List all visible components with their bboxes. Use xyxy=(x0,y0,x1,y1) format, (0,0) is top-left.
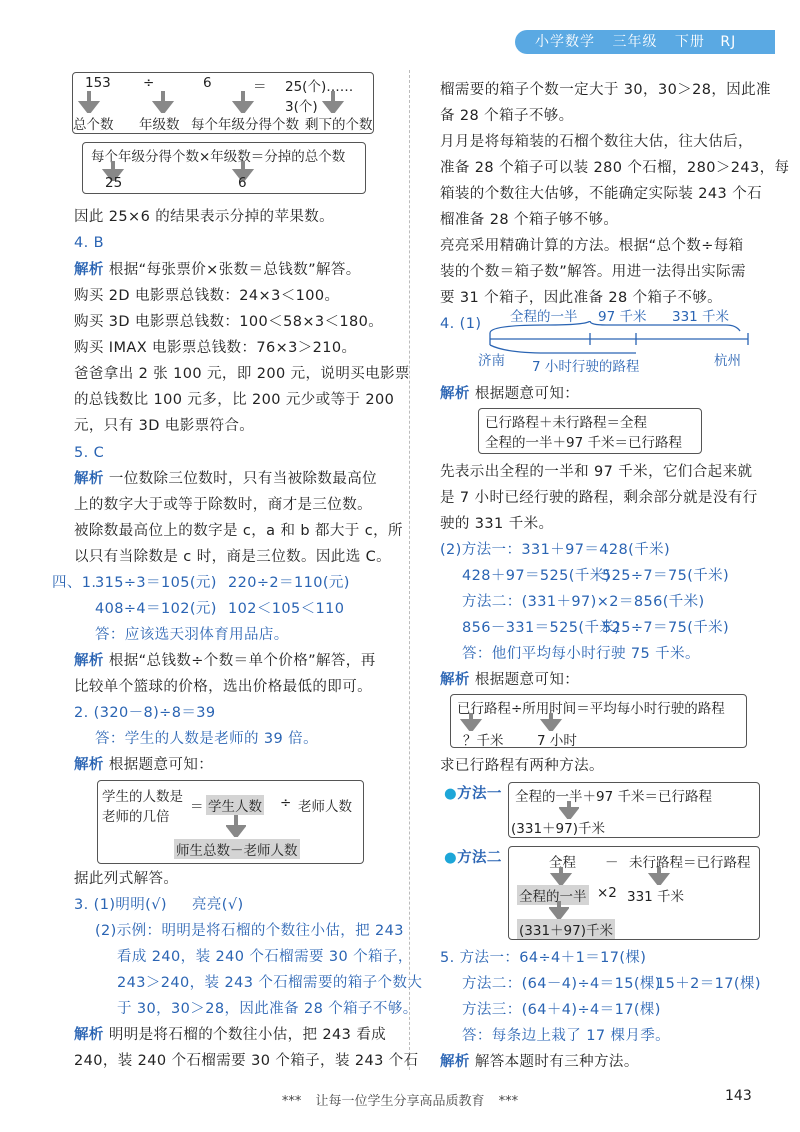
text-line: 爸爸拿出 2 张 100 元，即 200 元，说明买电影票 xyxy=(74,366,410,382)
answer-line: 答：每条边上栽了 17 棵月季。 xyxy=(462,1028,671,1044)
text-line: 上的数字大于或等于除数时，商才是三位数。 xyxy=(74,497,372,513)
calc-line: 方法二：(331＋97)×2＝856(千米) xyxy=(462,594,705,610)
method-label: 方法一 xyxy=(457,786,502,802)
diagram2-arrows xyxy=(83,161,365,181)
answer-line: 3. (1)明明(√) xyxy=(74,897,167,913)
text-line: 购买 IMAX 电影票总钱数：76×3＞210。 xyxy=(74,340,357,356)
division-diagram xyxy=(72,72,374,134)
eq-dividend: 153 xyxy=(85,75,111,91)
calc-line: 408÷4＝102(元) xyxy=(95,601,217,617)
calc-line: 方法三：(64＋4)÷4＝17(棵) xyxy=(462,1002,661,1018)
box-line: ×2 xyxy=(597,885,617,901)
label-remaining: 剩下的个数 xyxy=(305,117,373,133)
box-line: 331 千米 xyxy=(627,889,685,905)
down-arrow-icon xyxy=(226,815,246,837)
calc-line: 方法二：(64－4)÷4＝15(棵) xyxy=(462,976,661,992)
text-line: 驶的 331 千米。 xyxy=(440,516,554,532)
box-line: 全程 xyxy=(549,855,576,871)
multiplication-diagram xyxy=(82,142,366,194)
answer-line: 看成 240，装 240 个石榴需要 30 个箱子， xyxy=(117,949,413,965)
diagram-divide: ÷ xyxy=(280,795,292,811)
text-line: 240，装 240 个石榴需要 30 个箱子，装 243 个石 xyxy=(74,1053,419,1069)
diagram-text: 老师的几倍 xyxy=(102,809,170,825)
label-total: 总个数 xyxy=(73,117,114,133)
answer-4: 4. B xyxy=(74,235,104,251)
box-value: 7 小时 xyxy=(537,733,577,749)
text-line: 根据“每张票价×张数＝总钱数”解答。 xyxy=(108,262,361,278)
label-grades: 年级数 xyxy=(139,117,180,133)
calc-line: 15＋2＝17(棵) xyxy=(656,976,761,992)
calc-line: 856－331＝525(千米) xyxy=(462,620,621,636)
header-edition: RJ xyxy=(720,34,737,50)
answer-line: 答：他们平均每小时行驶 75 千米。 xyxy=(462,646,700,662)
eq-result: 25(个)……3(个) xyxy=(285,79,354,115)
method-1-label-wrap: ●方法一 xyxy=(444,786,502,802)
answer-line: 答：应该选天羽体育用品店。 xyxy=(95,627,289,643)
answer-line: 亮亮(√) xyxy=(192,897,244,913)
text-line: 解答本题时有三种方法。 xyxy=(474,1054,639,1070)
diagram-text: 老师人数 xyxy=(298,799,352,815)
segment-label: 331 千米 xyxy=(672,309,730,325)
city-label: 济南 xyxy=(478,353,505,369)
segment-label: 7 小时行驶的路程 xyxy=(532,359,640,375)
value-6: 6 xyxy=(238,175,247,191)
answer-5: 5. C xyxy=(74,445,105,461)
footer-stars: *** xyxy=(498,1094,519,1109)
text-line: 的总钱数比 100 元多，比 200 元少或等于 200 xyxy=(74,392,395,408)
text-line: 先表示出全程的一半和 97 千米，它们合起来就 xyxy=(440,464,753,480)
diagram-equals: ＝ xyxy=(190,799,204,815)
calc-line: 315÷3＝105(元) xyxy=(95,575,217,591)
text-line: 被除数最高位上的数字是 c，a 和 b 都大于 c，所 xyxy=(74,523,403,539)
box-value: ？千米 xyxy=(463,733,504,749)
relation-box xyxy=(478,408,702,454)
analysis-tag: 解析 xyxy=(440,672,470,688)
question-label: 4. (1) xyxy=(440,316,482,332)
text-line: 箱装的个数往大估够，不能确定实际装 243 个石 xyxy=(440,186,762,202)
box-line: － xyxy=(605,855,619,871)
calc-line: 428＋97＝525(千米) xyxy=(462,568,611,584)
eq-equals: ＝ xyxy=(253,79,267,95)
answer-line: (2)示例：明明是将石榴的个数往小估，把 243 xyxy=(95,923,404,939)
text-line: 亮亮采用精确计算的方法。根据“总个数÷每箱 xyxy=(440,238,744,254)
text-line: 购买 3D 电影票总钱数：100＜58×3＜180。 xyxy=(74,314,384,330)
city-label: 杭州 xyxy=(714,353,741,369)
footer-stars: *** xyxy=(281,1094,302,1109)
header-term: 下册 xyxy=(674,34,705,50)
text-line: 榴需要的箱子个数一定大于 30，30＞28，因此准 xyxy=(440,82,771,98)
analysis-tag: 解析 xyxy=(74,471,104,487)
analysis-tag: 解析 xyxy=(440,1054,470,1070)
calc-line: (2)方法一：331＋97＝428(千米) xyxy=(440,542,671,558)
text-line: 求已行路程有两种方法。 xyxy=(440,758,604,774)
text-line: 元，只有 3D 电影票符合。 xyxy=(74,418,255,434)
column-divider xyxy=(409,70,410,1070)
box-line: 已行路程＋未行路程＝全程 xyxy=(485,415,647,431)
segment-label: 97 千米 xyxy=(598,309,647,325)
method-1-box xyxy=(508,782,760,838)
method-2-box xyxy=(508,846,760,940)
section-4-label: 四、1. xyxy=(52,575,97,591)
text-line: 根据题意可知： xyxy=(474,672,580,688)
diagram-highlight: 师生总数－老师人数 xyxy=(174,839,300,859)
footer xyxy=(0,1090,800,1109)
diagram-highlight: 学生人数 xyxy=(206,795,264,815)
analysis-tag: 解析 xyxy=(440,386,470,402)
box-line: 已行路程÷所用时间＝平均每小时行驶的路程 xyxy=(457,701,725,717)
analysis-tag: 解析 xyxy=(74,1027,104,1043)
answer-line: 答：学生的人数是老师的 39 倍。 xyxy=(95,731,318,747)
page-header-bar xyxy=(515,30,775,54)
header-grade: 三年级 xyxy=(612,34,658,50)
text-line: 根据题意可知： xyxy=(474,386,580,402)
calc-line: 5. 方法一：64÷4＋1＝17(棵) xyxy=(440,950,647,966)
text-line: 根据题意可知： xyxy=(108,757,214,773)
text-line: 要 31 个箱子，因此准备 28 个箱子不够。 xyxy=(440,290,723,306)
analysis-tag: 解析 xyxy=(74,262,104,278)
line-segment-diagram xyxy=(478,305,762,375)
speed-box xyxy=(450,694,747,748)
text-line: 装的个数＝箱子数”解答。用进一法得出实际需 xyxy=(440,264,746,280)
calc-line: 525÷7＝75(千米) xyxy=(602,568,730,584)
text-line: 比较单个篮球的价格，选出价格最低的即可。 xyxy=(74,679,372,695)
text-line: 以只有当除数是 c 时，商是三位数。因此选 C。 xyxy=(74,549,392,565)
analysis-tag: 解析 xyxy=(74,757,104,773)
method-2-label-wrap: ●方法二 xyxy=(444,850,502,866)
value-25: 25 xyxy=(105,175,123,191)
box-line: (331＋97)千米 xyxy=(511,821,605,837)
diagram1-arrows xyxy=(73,91,373,113)
ratio-diagram xyxy=(97,780,364,864)
box-highlight: 全程的一半 xyxy=(517,885,589,905)
text-line: 是 7 小时已经行驶的路程，剩余部分就是没有行 xyxy=(440,490,758,506)
calc-line: 102＜105＜110 xyxy=(228,601,345,617)
text-line: 根据“总钱数÷个数＝单个价格”解答，再 xyxy=(108,653,376,669)
text-line: 因此 25×6 的结果表示分掉的苹果数。 xyxy=(74,209,335,225)
eq-divisor: 6 xyxy=(203,75,212,91)
diagram-text: 学生的人数是 xyxy=(102,789,183,805)
text-line: 据此列式解答。 xyxy=(74,871,179,887)
box-line: 未行路程＝已行路程 xyxy=(629,855,751,871)
text-line: 备 28 个箱子不够。 xyxy=(440,108,574,124)
page-number: 143 xyxy=(725,1088,752,1104)
text-line: 榴准备 28 个箱子够不够。 xyxy=(440,212,619,228)
down-arrow-icon xyxy=(549,901,569,919)
box-line: 全程的一半＋97 千米＝已行路程 xyxy=(515,789,712,805)
method-label: 方法二 xyxy=(457,850,502,866)
segment-label: 全程的一半 xyxy=(510,309,578,325)
formula: 每个年级分得个数×年级数＝分掉的总个数 xyxy=(91,149,346,165)
box-highlight: (331＋97)千米 xyxy=(517,919,615,939)
text-line: 月月是将每箱装的石榴个数往大估，往大估后， xyxy=(440,134,753,150)
answer-line: 243＞240，装 243 个石榴需要的箱子个数大 xyxy=(117,975,423,991)
eq-divide: ÷ xyxy=(143,75,155,91)
text-line: 准备 28 个箱子可以装 280 个石榴，280＞243，每 xyxy=(440,160,790,176)
calc-line: 220÷2＝110(元) xyxy=(228,575,350,591)
footer-text: 让每一位学生分享高品质教育 xyxy=(315,1094,485,1109)
text-line: 购买 2D 电影票总钱数：24×3＜100。 xyxy=(74,288,340,304)
label-per-grade: 每个年级分得个数 xyxy=(191,117,299,133)
answer-line: 于 30，30＞28，因此准备 28 个箱子不够。 xyxy=(117,1001,418,1017)
method-2-arrows xyxy=(509,867,759,885)
text-line: 明明是将石榴的个数往小估，把 243 看成 xyxy=(108,1027,387,1043)
header-subject: 小学数学 xyxy=(535,34,595,50)
calc-line: 2. (320－8)÷8＝39 xyxy=(74,705,216,721)
box-line: 全程的一半＋97 千米＝已行路程 xyxy=(485,435,682,451)
calc-line: 525÷7＝75(千米) xyxy=(602,620,730,636)
analysis-tag: 解析 xyxy=(74,653,104,669)
text-line: 一位数除三位数时，只有当被除数最高位 xyxy=(108,471,378,487)
